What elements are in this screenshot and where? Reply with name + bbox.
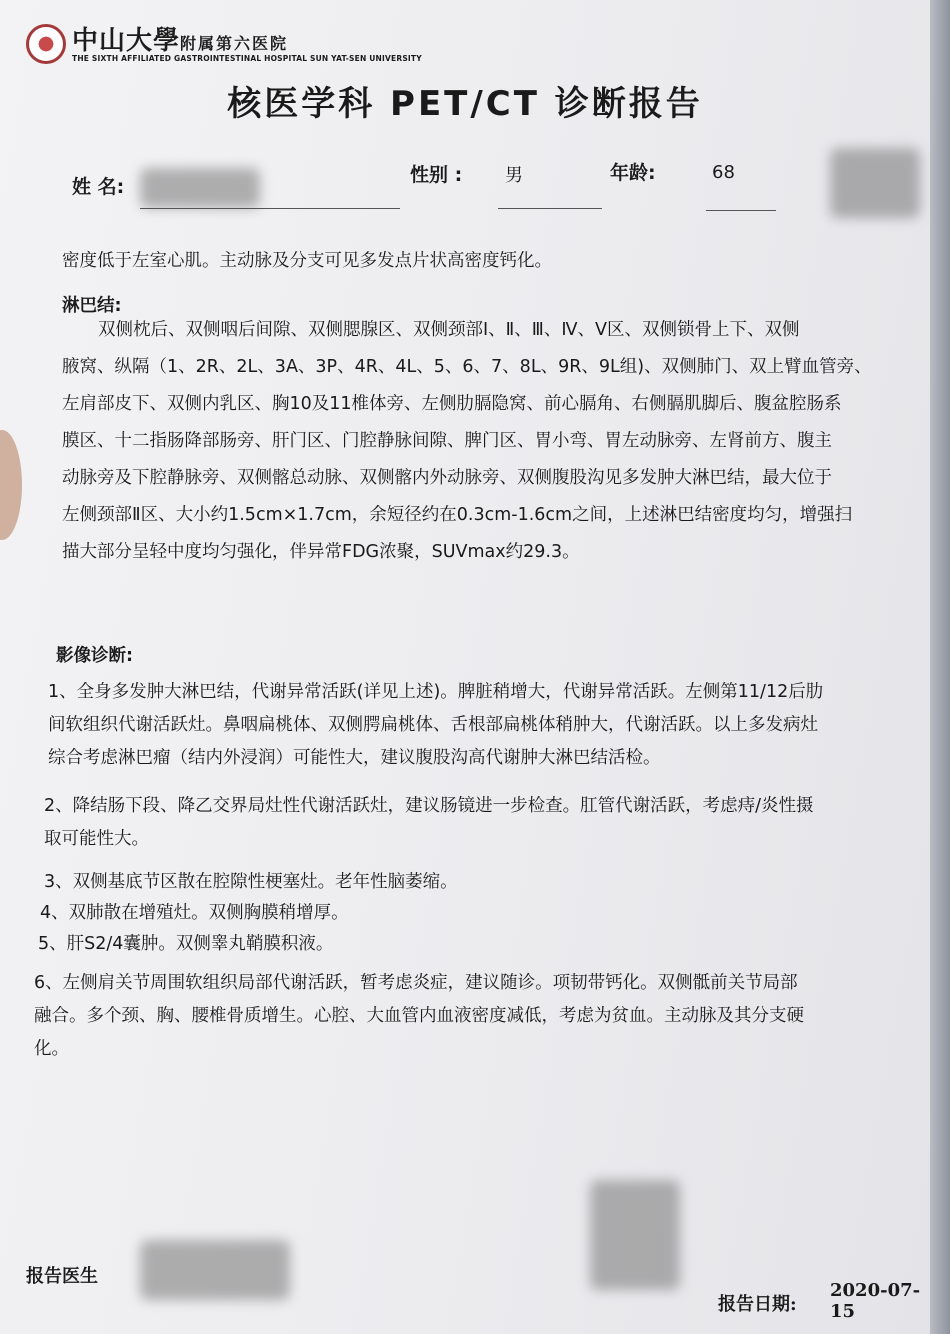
diagnosis-line: 间软组织代谢活跃灶。鼻咽扁桃体、双侧腭扁桃体、舌根部扁桃体稍肿大，代谢活跃。以上多发病灶 (48, 715, 818, 735)
sex-label: 性别 : (410, 164, 463, 186)
redacted-signature (140, 1240, 290, 1300)
age-underline (706, 210, 776, 211)
diagnosis-item-3: 3、双侧基底节区散在腔隙性梗塞灶。老年性脑萎缩。 (44, 872, 458, 892)
doctor-label: 报告医生 (26, 1266, 98, 1287)
lymph-line: 腋窝、纵隔（1、2R、2L、3A、3P、4R、4L、5、6、7、8L、9R、9L组)、双侧肺门、双上臂血管旁、 (62, 357, 872, 377)
diagnosis-item-5: 5、肝S2/4囊肿。双侧睾丸鞘膜积液。 (38, 934, 334, 954)
logo-sub: 附属第六医院 (180, 34, 289, 53)
name-underline (140, 208, 400, 209)
lymph-line: 双侧枕后、双侧咽后间隙、双侧腮腺区、双侧颈部Ⅰ、Ⅱ、Ⅲ、Ⅳ、Ⅴ区、双侧锁骨上下、双侧 (98, 320, 800, 340)
date-label: 报告日期: (718, 1294, 797, 1315)
page-edge (930, 0, 950, 1334)
lymph-line: 膜区、十二指肠降部肠旁、肝门区、门腔静脉间隙、脾门区、胃小弯、胃左动脉旁、左肾前方、腹主 (62, 431, 832, 451)
redacted-stamp (590, 1180, 680, 1290)
lymph-line: 动脉旁及下腔静脉旁、双侧髂总动脉、双侧髂内外动脉旁、双侧腹股沟见多发肿大淋巴结，最大位于 (62, 468, 832, 488)
lymph-line: 左侧颈部Ⅱ区、大小约1.5cm×1.7cm，余短径约在0.3cm-1.6cm之间，上述淋巴结密度均匀，增强扫 (62, 505, 853, 525)
age-value: 68 (712, 162, 735, 183)
hospital-seal-icon (26, 24, 66, 64)
name-label: 姓 名: (72, 176, 125, 198)
sex-value: 男 (505, 165, 523, 186)
report-title: 核医学科 PET/CT 诊断报告 (227, 84, 703, 124)
diagnosis-line: 取可能性大。 (44, 829, 149, 849)
diagnosis-line: 综合考虑淋巴瘤（结内外浸润）可能性大，建议腹股沟高代谢肿大淋巴结活检。 (48, 748, 661, 768)
sex-underline (498, 208, 602, 209)
lymph-title: 淋巴结: (62, 296, 122, 316)
logo-english: THE SIXTH AFFILIATED GASTROINTESTINAL HOSPITAL SUN YAT-SEN UNIVERSITY (72, 54, 422, 63)
diagnosis-title: 影像诊断: (56, 646, 133, 666)
lymph-line: 描大部分呈轻中度均匀强化，伴异常FDG浓聚，SUVmax约29.3。 (62, 542, 580, 562)
diagnosis-line: 融合。多个颈、胸、腰椎骨质增生。心腔、大血管内血液密度减低，考虑为贫血。主动脉及其分支硬 (34, 1006, 804, 1026)
logo-main: 中山大學 (72, 26, 181, 56)
diagnosis-item-1 (48, 676, 920, 775)
lymph-line: 左肩部皮下、双侧内乳区、胸10及11椎体旁、左侧肋膈隐窝、前心膈角、右侧膈肌脚后、腹盆腔肠系 (62, 394, 842, 414)
finger-shadow (0, 430, 22, 540)
redacted-corner (830, 148, 920, 218)
diagnosis-item-6 (34, 967, 924, 1066)
lymph-paragraph (62, 312, 918, 571)
logo-text (72, 20, 288, 57)
diagnosis-line: 2、降结肠下段、降乙交界局灶性代谢活跃灶，建议肠镜进一步检查。肛管代谢活跃，考虑痔/炎性摄 (44, 796, 814, 816)
report-date: 2020-07-15 (830, 1280, 921, 1322)
diagnosis-line: 化。 (34, 1039, 69, 1059)
diagnosis-item-2 (44, 790, 920, 856)
age-label: 年龄: (610, 162, 656, 184)
diagnosis-line: 1、全身多发肿大淋巴结，代谢异常活跃(详见上述)。脾脏稍增大，代谢异常活跃。左侧第11/12后肋 (48, 682, 824, 702)
diagnosis-item-4: 4、双肺散在增殖灶。双侧胸膜稍增厚。 (40, 903, 349, 923)
hospital-logo (26, 18, 422, 68)
redacted-name (140, 168, 260, 208)
diagnosis-line: 6、左侧肩关节周围软组织局部代谢活跃，暂考虑炎症，建议随诊。项韧带钙化。双侧骶前关节局部 (34, 973, 798, 993)
findings-intro: 密度低于左室心肌。主动脉及分支可见多发点片状高密度钙化。 (62, 251, 552, 271)
